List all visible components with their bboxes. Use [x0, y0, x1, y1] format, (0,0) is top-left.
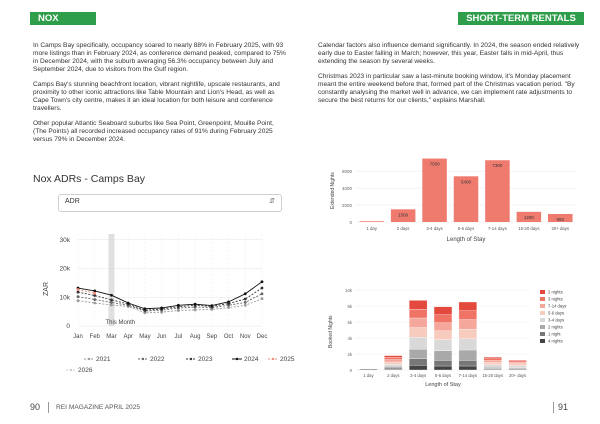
legend-label: 1 night [548, 331, 561, 337]
stack-segment [509, 368, 527, 369]
y-tick-label: 6k [347, 320, 352, 325]
y-axis-label: Booked Nights [328, 315, 334, 348]
this-month-annotation: This Month [105, 320, 136, 326]
x-tick-label: 15-20 days [482, 373, 504, 378]
x-tick-label: Jan [73, 334, 83, 340]
stack-segment [434, 323, 452, 331]
stack-segment [484, 367, 502, 369]
legend-label: 4 nights [548, 338, 563, 344]
y-tick-label: 10k [59, 294, 70, 302]
stack-segment [459, 366, 477, 370]
x-tick-label: Mar [106, 334, 117, 340]
x-tick-label: Jun [156, 334, 167, 340]
legend-swatch [540, 332, 545, 336]
stack-segment [409, 309, 427, 318]
stack-segment [409, 349, 427, 359]
stack-segment [359, 369, 377, 370]
bar-value-label: 1500 [398, 212, 409, 218]
data-point-2025 [93, 292, 96, 295]
stack-segment [484, 359, 502, 361]
x-tick-label: Jul [174, 334, 183, 340]
legend-label: 5-6 days [548, 310, 565, 316]
x-tick-label: Oct [223, 334, 234, 340]
x-tick-label: 7-14 days [487, 226, 507, 231]
series-line-2021 [78, 299, 262, 313]
bar-value-label: 950 [556, 216, 565, 222]
legend-marker-2023 [190, 358, 192, 360]
x-tick-label: 7-14 days [458, 373, 478, 378]
stack-segment [434, 351, 452, 361]
left-paragraph-3: Other popular Atlantic Seaboard suburbs like Sea Point, Greenpoint, Mouille Point, (The Points) all recorded increased occupancy rates of 91% during February 2025 versus 79% in December 2024. [33, 120, 274, 143]
data-point-2024 [177, 304, 180, 307]
footer-divider-left [48, 402, 49, 413]
legend-label: 2 nights [548, 289, 563, 295]
bar [422, 159, 447, 222]
x-tick-label: 5-6 days [457, 226, 475, 231]
legend-marker-2026 [70, 369, 72, 371]
legend-label-2023: 2023 [198, 356, 213, 363]
stack-segment [484, 360, 502, 362]
x-tick-label: 1 day [363, 373, 374, 378]
adr-line-chart [40, 228, 295, 388]
data-point-2022 [244, 301, 247, 304]
stack-segment [509, 364, 527, 366]
stack-segment [484, 357, 502, 359]
stack-segment [434, 315, 452, 323]
section-tag-nox: NOX [30, 12, 96, 25]
page-footer [0, 396, 600, 424]
left-paragraph-1: In Camps Bay specifically, occupancy soared to nearly 88% in February 2025, with 93 more listings than in February 2024, as conference demand peaked, compared to 75% in December 2024, with the suburb averaging 56.3% occupancy between July and September 2024, due to visitors from the Gulf region. [33, 42, 286, 73]
bar-value-label: 1200 [523, 214, 534, 220]
bar-value-label: 7500 [429, 161, 440, 167]
x-tick-label: Sep [206, 334, 218, 340]
legend-marker-2025 [272, 358, 274, 360]
right-paragraph-1: Calendar factors also influence demand significantly. In 2024, the season ended relatively early due to Easter falling in March; however, this year, Easter falls in mid-April, thus extending the season by several weeks. [318, 42, 580, 65]
legend-label-2022: 2022 [150, 356, 165, 363]
data-point-2023 [110, 298, 113, 301]
y-tick-label: 30k [59, 236, 70, 244]
y-tick-label: 2000 [341, 203, 352, 209]
stack-segment [434, 360, 452, 366]
stack-segment [459, 320, 477, 330]
stack-segment [384, 356, 402, 358]
data-point-2021 [110, 304, 113, 307]
right-column [318, 42, 580, 112]
data-point-2024 [144, 307, 147, 310]
legend-swatch [540, 297, 545, 301]
y-tick-label: 0 [349, 368, 352, 373]
y-tick-label: 20k [59, 265, 70, 273]
stack-segment [384, 362, 402, 364]
stack-segment [384, 364, 402, 366]
chevron-updown-icon: ⇵ [269, 198, 275, 205]
stack-segment [509, 361, 527, 362]
data-point-2021 [194, 309, 197, 312]
x-tick-label: 1 day [366, 226, 377, 231]
x-tick-label: 2 days [387, 373, 400, 378]
bar [359, 221, 384, 222]
stack-segment [409, 328, 427, 338]
stack-segment [409, 300, 427, 309]
legend-label-2024: 2024 [244, 356, 259, 363]
stack-segment [434, 331, 452, 340]
stack-segment [434, 307, 452, 315]
x-tick-label: Feb [89, 334, 100, 340]
x-tick-label: May [139, 334, 151, 340]
data-point-2024 [127, 302, 130, 305]
legend-label: 2 nights [548, 324, 563, 330]
current-month-band [108, 234, 114, 326]
footer-divider-right [553, 402, 554, 413]
data-point-2024 [194, 303, 197, 306]
metric-selector[interactable] [58, 194, 282, 212]
magazine-name: REI MAGAZINE APRIL 2025 [56, 404, 141, 411]
stack-segment [409, 365, 427, 370]
y-axis-label: Extended Nights [330, 172, 336, 209]
y-tick-label: 4k [347, 336, 352, 341]
x-tick-label: 2 days [396, 226, 410, 231]
y-tick-label: 2k [347, 352, 352, 357]
legend-marker-2024 [236, 358, 238, 360]
y-tick-label: 0 [349, 220, 352, 225]
data-point-2024 [261, 280, 264, 283]
stack-segment [384, 357, 402, 359]
y-tick-label: 0 [66, 323, 70, 330]
legend-swatch [540, 304, 545, 308]
legend-label: 3-4 days [548, 317, 565, 323]
data-point-2024 [244, 292, 247, 295]
data-point-2023 [244, 298, 247, 301]
legend-label-2025: 2025 [280, 356, 295, 363]
stack-segment [484, 365, 502, 367]
x-tick-label: 20+ days [509, 373, 527, 378]
stack-segment [459, 339, 477, 350]
stack-segment [459, 350, 477, 360]
data-point-2022 [110, 301, 113, 304]
stack-segment [384, 366, 402, 368]
data-point-2024 [227, 300, 230, 303]
x-tick-label: Dec [256, 334, 268, 340]
section-tag-short-term-rentals: SHORT-TERM RENTALS [458, 12, 584, 25]
legend-label-2021: 2021 [96, 356, 111, 363]
stack-segment [434, 340, 452, 351]
stack-segment [459, 329, 477, 339]
data-point-2021 [261, 297, 264, 300]
left-paragraph-2: Camps Bay's stunning beachfront location, vibrant nightlife, upscale restaurants, and proximity to other iconic attractions like Table Mountain and Lion's Head, as well as Cape Town's city centre, makes it an ideal location for both leisure and conference travellers. [33, 81, 280, 112]
legend-swatch [540, 311, 545, 315]
y-tick-label: 4000 [341, 186, 352, 192]
legend-swatch [540, 290, 545, 294]
data-point-2024 [160, 306, 163, 309]
page-number-left: 90 [30, 402, 41, 412]
data-point-2021 [244, 304, 247, 307]
page-number-right: 91 [558, 402, 569, 412]
stack-segment [459, 360, 477, 366]
extended-nights-bar-chart [318, 150, 580, 260]
legend-swatch [540, 318, 545, 322]
data-point-2022 [93, 298, 96, 301]
bar [485, 160, 510, 222]
stack-segment [509, 360, 527, 361]
bar-value-label: 7300 [492, 163, 503, 169]
booked-nights-stacked-chart [318, 282, 580, 390]
x-tick-label: 3-4 days [410, 373, 427, 378]
legend-label: 7-14 days [548, 303, 567, 309]
x-tick-label: 20+ days [551, 226, 570, 231]
data-point-2024 [110, 294, 113, 297]
y-tick-label: 6000 [341, 169, 352, 175]
stack-segment [409, 318, 427, 328]
data-point-2021 [77, 299, 80, 302]
legend-swatch [540, 339, 545, 343]
legend-marker-2021 [88, 358, 90, 360]
adr-chart-title: Nox ADRs - Camps Bay [33, 173, 146, 185]
stack-segment [509, 366, 527, 368]
x-tick-label: 5-6 days [434, 373, 452, 378]
stack-segment [509, 362, 527, 364]
stack-segment [459, 302, 477, 311]
right-paragraph-2: Christmas 2023 in particular saw a last-minute booking window, it's Monday placement meant the entire weekend before that, formed part of the Christmas vacation period. "By constantly analysing the market well in advance, we can implement rate adjustments to secure the best returns for our clients," explains Marshall. [318, 73, 575, 104]
stack-segment [384, 368, 402, 369]
x-tick-label: Aug [189, 334, 201, 340]
left-column [33, 42, 288, 151]
data-point-2023 [77, 291, 80, 294]
legend-swatch [540, 325, 545, 329]
legend-label: 3 nights [548, 296, 563, 302]
stack-segment [434, 366, 452, 370]
data-point-2025 [77, 288, 80, 291]
y-tick-label: 10k [345, 288, 352, 293]
data-point-2021 [93, 302, 96, 305]
x-tick-label: Nov [239, 334, 251, 340]
stack-segment [459, 311, 477, 320]
metric-selector-value: ADR [65, 198, 80, 205]
legend-label-2026: 2026 [78, 367, 93, 374]
stack-segment [484, 362, 502, 364]
data-point-2023 [261, 287, 264, 290]
data-point-2022 [77, 295, 80, 298]
x-tick-label: 3-4 days [426, 226, 443, 231]
legend-marker-2022 [142, 358, 144, 360]
x-axis-label: Length of Stay [425, 382, 461, 388]
stack-segment [384, 360, 402, 362]
y-axis-label: ZAR [43, 282, 50, 296]
bar-value-label: 5400 [460, 179, 472, 185]
stack-segment [409, 359, 427, 365]
y-tick-label: 8k [347, 304, 352, 309]
x-axis-label: Length of Stay [446, 237, 486, 243]
x-tick-label: Apr [123, 334, 133, 340]
data-point-2024 [210, 304, 213, 307]
x-tick-label: 15-20 days [518, 226, 540, 231]
data-point-2022 [261, 292, 264, 295]
stack-segment [409, 337, 427, 349]
series-line-2022 [78, 294, 262, 311]
